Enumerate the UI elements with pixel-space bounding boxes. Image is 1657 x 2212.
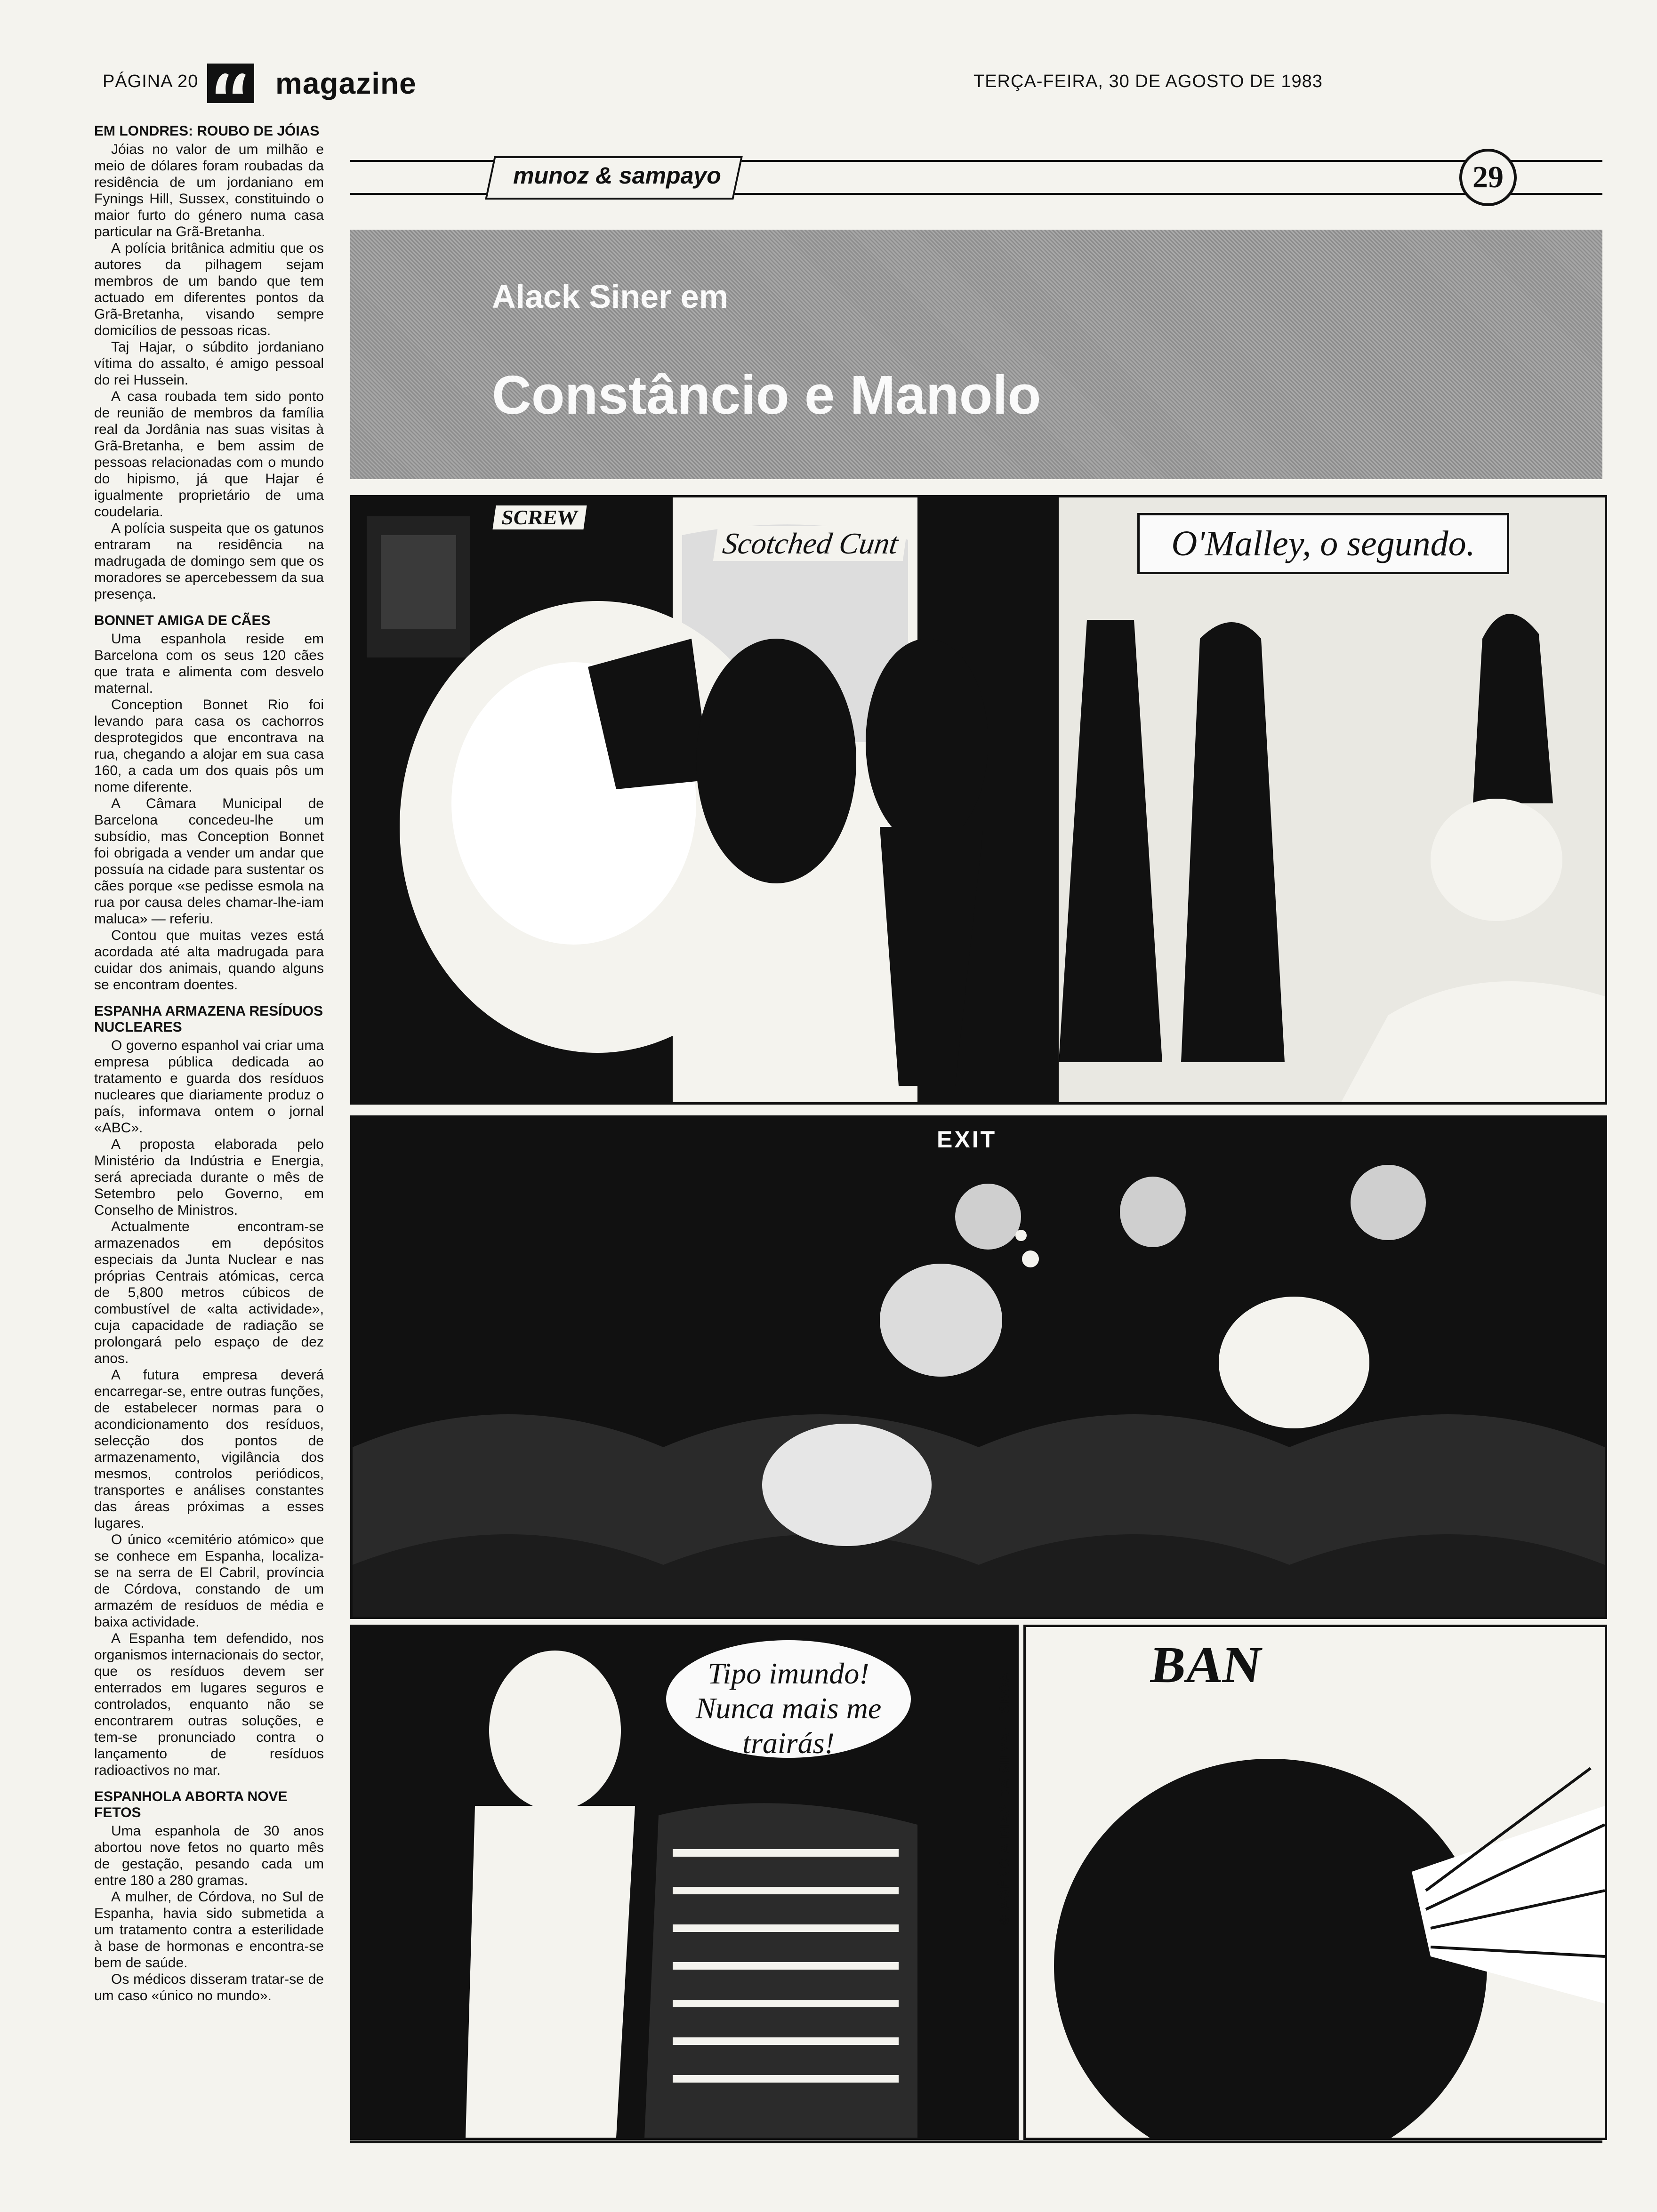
comic-credit: munoz & sampayo <box>513 162 721 189</box>
comic-panel-cinema <box>350 1115 1607 1619</box>
newspaper-logo-icon <box>207 64 254 103</box>
comic-title: Constâncio e Manolo <box>492 364 1041 425</box>
article-paragraph: Uma espanhola de 30 anos abortou nove fetos no quarto mês de gestação, pesando cada um entre 180 a 280 gramas. <box>94 1823 324 1888</box>
agency-credit: © AGÊNCIA DIAS DA SILVA-LISBOA <box>997 1671 1012 1925</box>
article-paragraph: Actualmente encontram-se armazenados em depósitos especiais da Junta Nuclear e nas próprias Centrais atómicas, cerca de 5,800 metros cúbicos de combustível de «alta actividade», cuja capacidade de radiação se prolongará pelo espaço de dez anos. <box>94 1219 324 1366</box>
news-column <box>94 123 324 2128</box>
speech-line: trairás! <box>742 1726 835 1760</box>
issue-date: TERÇA-FEIRA, 30 DE AGOSTO DE 1983 <box>973 72 1323 91</box>
article-paragraph: Contou que muitas vezes está acordada até alta madrugada para cuidar dos animais, quando alguns se encontram doentes. <box>94 928 324 993</box>
caption-box: O'Malley, o segundo. <box>1137 513 1509 574</box>
comic-panel-bang <box>1023 1625 1607 2140</box>
shop-sign-screw: SCREW <box>492 505 587 529</box>
section-title: magazine <box>275 66 417 100</box>
article-paragraph: Os médicos disseram tratar-se de um caso «único no mundo». <box>94 1972 324 2004</box>
article-paragraph: A casa roubada tem sido ponto de reunião de membros da família real da Jordânia nas suas visitas à Grã-Bretanha, e bem assim de pessoas relacionadas com o mundo do hipismo, já que Hajar é igualmente proprietário de uma coudelaria. <box>94 389 324 520</box>
article-paragraph: A futura empresa deverá encarregar-se, entre outras funções, de estabelecer normas para o acondicionamento dos resíduos, selecção dos pontos de armazenamento, vigilância dos mesmos, controlos periódicos, transportes e análises constantes das áreas próximas a esses lugares. <box>94 1367 324 1531</box>
sound-effect-text: BAN <box>1147 1636 1265 1693</box>
article-paragraph: A polícia britânica admitiu que os autores da pilhagem sejam membros de um bando que tem actuado em diferentes pontos da Grã-Bretanha, visando sempre domicílios de pessoas ricas. <box>94 240 324 338</box>
article-title: BONNET AMIGA DE CÃES <box>94 613 271 628</box>
page-number-label: PÁGINA 20 <box>103 72 199 91</box>
article-paragraph: Taj Hajar, o súbdito jordaniano vítima do assalto, é amigo pessoal do rei Hussein. <box>94 339 324 388</box>
speech-line: Nunca mais me <box>695 1691 882 1725</box>
comic-subtitle: Alack Siner em <box>492 278 728 315</box>
article-title: ESPANHA ARMAZENA RESÍDUOS NUCLEARES <box>94 1003 323 1035</box>
shop-sign: Scotched Cunt <box>713 526 908 561</box>
bang-illustration <box>1026 1627 1605 2138</box>
article-paragraph: Jóias no valor de um milhão e meio de dólares foram roubadas da residência de um jordaniano em Fynings Hill, Sussex, constituindo o maior furto do género numa casa particular na Grã-Bretanha. <box>94 142 324 240</box>
article-paragraph: A proposta elaborada pelo Ministério da Indústria e Energia, será apreciada durante o mês de Setembro pelo Governo, em Conselho de Ministros. <box>94 1137 324 1218</box>
article-paragraph: A Espanha tem defendido, nos organismos internacionais do sector, que os resíduos devem ser enterrados em lugares seguros e controlados, enquanto não se encontrarem outras soluções, e tem-se pronunciado contra o lançamento de resíduos radioactivos no mar. <box>94 1631 324 1778</box>
article-paragraph: O governo espanhol vai criar uma empresa pública dedicada ao tratamento e guarda dos resíduos nucleares que diariamente produz o país, informava ontem o jornal «ABC». <box>94 1038 324 1136</box>
article-title: EM LONDRES: ROUBO DE JÓIAS <box>94 123 320 139</box>
street-illustration <box>353 497 1605 1102</box>
article-paragraph: A mulher, de Córdova, no Sul de Espanha, havia sido submetida a um tratamento contra a esterilidade à base de hormonas e encontra-se bem de saúde. <box>94 1889 324 1971</box>
article-paragraph: O único «cemitério atómico» que se conhece em Espanha, localiza-se na serra de El Cabril, província de Córdova, constando de um armazém de resíduos de média e baixa actividade. <box>94 1532 324 1630</box>
speech-line: Tipo imundo! <box>708 1657 869 1690</box>
article-paragraph: Conception Bonnet Rio foi levando para casa os cachorros desprotegidos que encontrava na rua, chegando a alojar em sua casa 160, a cada um dos quais pôs um nome diferente. <box>94 697 324 795</box>
bottom-rule <box>350 2140 1602 2143</box>
comic-page-number: 29 <box>1459 149 1517 206</box>
cinema-illustration <box>353 1118 1605 1617</box>
exit-sign: EXIT <box>937 1126 997 1153</box>
article-paragraph: A polícia suspeita que os gatunos entraram na residência na madrugada de domingo sem que os moradores se apercebessem da sua presença. <box>94 521 324 602</box>
speech-bubble <box>664 1638 913 1760</box>
comic-panel-street <box>350 495 1607 1105</box>
article-paragraph: A Câmara Municipal de Barcelona concedeu-lhe um subsídio, mas Conception Bonnet foi obrigada a vender um andar que possuía na cidade para sustentar os cães porque «se pedisse esmola na rua por causa deles chamar-lhe-iam maluca» — referiu. <box>94 796 324 927</box>
article-paragraph: Uma espanhola reside em Barcelona com os seus 120 cães que trata e alimenta com desvelo maternal. <box>94 631 324 696</box>
article-title: ESPANHOLA ABORTA NOVE FETOS <box>94 1789 288 1820</box>
comic-title-box <box>350 230 1602 479</box>
